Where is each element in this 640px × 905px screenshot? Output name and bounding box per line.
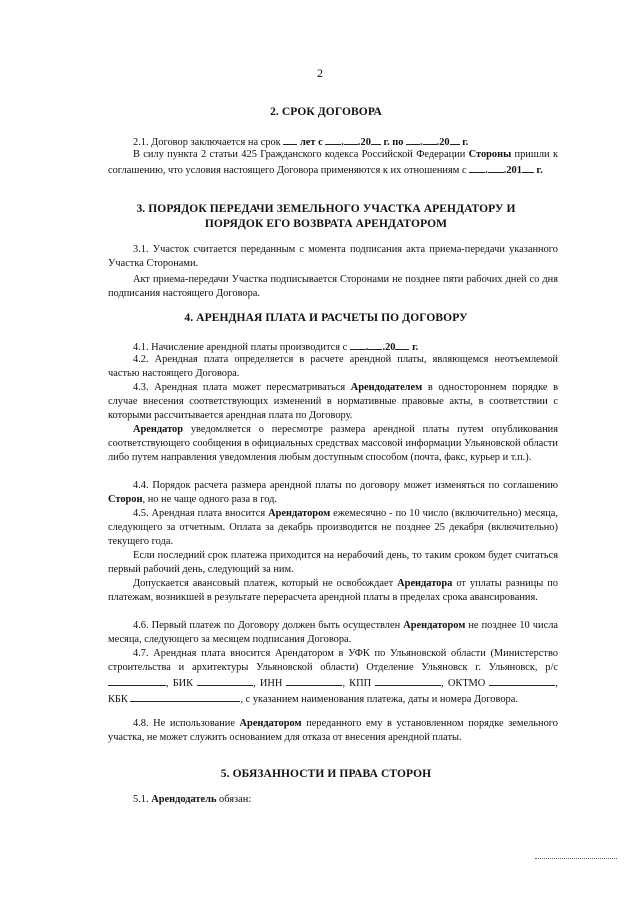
clause-3-1: 3.1. Участок считается переданным с момента подписания акта приема-передачи указанного Участка Сторонами. xyxy=(108,244,558,269)
clause-4-6: 4.6. Первый платеж по Договору должен быть осуществлен Арендатором не позднее 10 числа месяца, следующего за месяцем подписания Договора. xyxy=(108,620,558,645)
section-2-heading: 2. СРОК ДОГОВОРА xyxy=(270,106,382,118)
clause-4-5: 4.5. Арендная плата вносится Арендатором ежемесячно - по 10 число (включительно) месяца, следующего за отчетным. Оплата за декабрь производится не позднее 25 декабря (включительно) текущего года. xyxy=(108,508,558,547)
clause-4-5-advance: Допускается авансовый платеж, который не освобождает Арендатора от уплаты разницы по платежам, возникшей в результате перерасчета арендной платы в пределах срока авансирования. xyxy=(108,578,558,603)
section-4-heading: 4. АРЕНДНАЯ ПЛАТА И РАСЧЕТЫ ПО ДОГОВОРУ xyxy=(184,312,468,324)
clause-2-1: 2.1. Договор заключается на срок лет с . .20 г. по . .20 г. xyxy=(108,134,558,150)
section-3-heading: 3. ПОРЯДОК ПЕРЕДАЧИ ЗЕМЕЛЬНОГО УЧАСТКА АРЕНДАТОРУ И ПОРЯДОК ЕГО ВОЗВРАТА АРЕНДАТОРОМ xyxy=(136,203,516,230)
clause-3-1-act: Акт приема-передачи Участка подписывается Сторонами не позднее пяти рабочих дней со дня подписания настоящего Договора. xyxy=(108,274,558,299)
clause-2-2: В силу пункта 2 статьи 425 Гражданского кодекса Российской Федерации Стороны пришли к соглашению, что условия настоящего Договора применяются к их отношениям с . .201 г. xyxy=(108,149,558,176)
clause-4-5-nonworking-day: Если последний срок платежа приходится на нерабочий день, то таким сроком будет считаться первый рабочий день, следующий за ним. xyxy=(108,550,558,575)
clause-4-2: 4.2. Арендная плата определяется в расчете арендной платы, являющемся неотъемлемой частью настоящего Договора. xyxy=(108,354,558,379)
section-5-heading: 5. ОБЯЗАННОСТИ И ПРАВА СТОРОН xyxy=(220,768,432,780)
clause-4-1: 4.1. Начисление арендной платы производится с . .20 г. xyxy=(108,339,558,355)
clause-4-8: 4.8. Не использование Арендатором переданного ему в установленном порядке земельного участка, не может служить основанием для отказа от внесения арендной платы. xyxy=(108,718,558,743)
clause-4-4: 4.4. Порядок расчета размера арендной платы по договору может изменяться по соглашению Сторон, но не чаще одного раза в год. xyxy=(108,480,558,505)
clause-5-1: 5.1. Арендодатель обязан: xyxy=(133,794,252,805)
clause-4-3: 4.3. Арендная плата может пересматриваться Арендодателем в одностороннем порядке в случае внесения соответствующих изменений в нормативные правовые акты, в соответствии с которыми рассчитывается арендная плата по Договору. xyxy=(108,382,558,421)
page-number: 2 xyxy=(317,66,323,80)
clause-4-7: 4.7. Арендная плата вносится Арендатором в УФК по Ульяновской области (Министерство строительства и архитектуры Ульяновской области) Отделение Ульяновск г. Ульяновск, р/с , БИК , ИНН , КПП , ОКТМО , КБК , с указанием наименования платежа, даты и номера Договора. xyxy=(108,648,558,705)
footer-dotted-line xyxy=(535,857,617,859)
clause-4-3-notice: Арендатор уведомляется о пересмотре размера арендной платы путем опубликования соответствующего сообщения в официальных средствах массовой информации Ульяновской области либо путем направления уведомления любым доступным способом (почта, факс, курьер и т.п.). xyxy=(108,424,558,463)
